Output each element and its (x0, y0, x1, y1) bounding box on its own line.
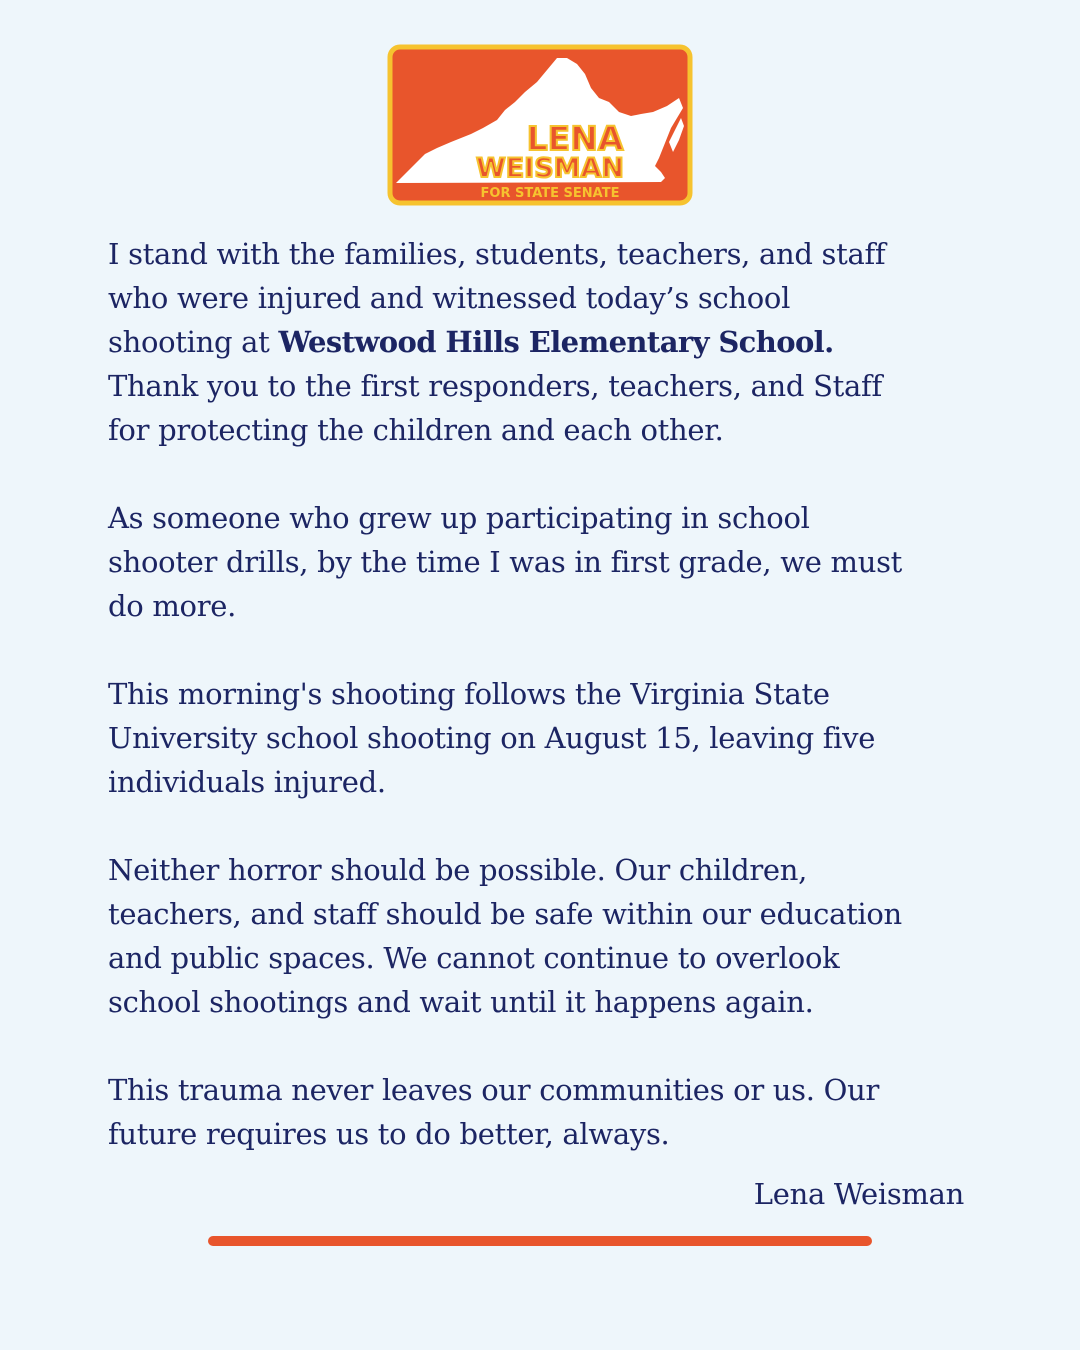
statement-line: University school shooting on August 15, leaving five (108, 721, 876, 755)
campaign-logo (387, 44, 693, 206)
statement-line: This morning's shooting follows the Virginia State (108, 677, 830, 711)
statement-line: individuals injured. (108, 765, 386, 799)
school-name: Westwood Hills Elementary School. (278, 325, 834, 359)
statement-line: do more. (108, 589, 237, 623)
signature: Lena Weisman (753, 1177, 964, 1211)
logo-tagline: FOR STATE SENATE (480, 186, 620, 201)
statement-line: Neither horror should be possible. Our children, (108, 853, 808, 887)
statement-line: and public spaces. We cannot continue to overlook (108, 941, 840, 975)
logo-name-last: WEISMAN (475, 153, 625, 184)
statement-line (108, 320, 988, 364)
statement-line: teachers, and staff should be safe within our education (108, 897, 902, 931)
statement-line: As someone who grew up participating in school (108, 501, 810, 535)
statement-paragraph-1 (108, 232, 988, 452)
accent-divider (208, 1236, 872, 1246)
statement-line: who were injured and witnessed today’s school (108, 281, 791, 315)
statement-line: This trauma never leaves our communities or us. Our (108, 1073, 880, 1107)
statement-line: shooter drills, by the time I was in first grade, we must (108, 545, 903, 579)
statement-line: school shootings and wait until it happens again. (108, 985, 814, 1019)
statement-line: for protecting the children and each other. (108, 413, 724, 447)
logo-graphic (387, 44, 693, 206)
statement-line: future requires us to do better, always. (108, 1117, 670, 1151)
statement-paragraph-4 (108, 848, 988, 1024)
statement-line: Thank you to the first responders, teachers, and Staff (108, 369, 882, 403)
logo-name-first: LENA (526, 119, 624, 158)
statement-text: shooting at (108, 325, 279, 359)
statement-paragraph-3 (108, 672, 988, 804)
statement-body (108, 232, 988, 1156)
statement-paragraph-5 (108, 1068, 988, 1156)
statement-line: I stand with the families, students, teachers, and staff (108, 237, 886, 271)
statement-paragraph-2 (108, 496, 988, 628)
